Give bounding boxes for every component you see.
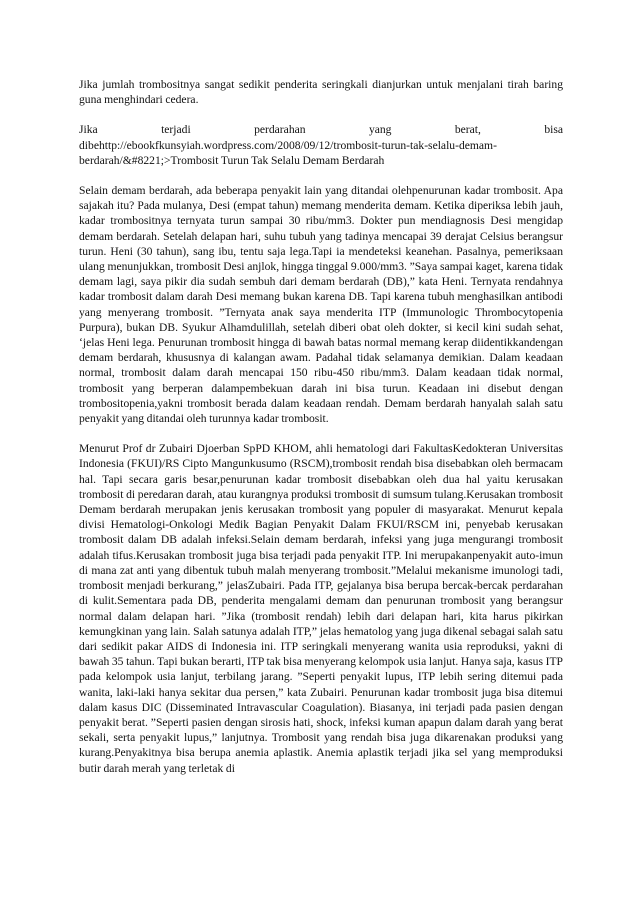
word: Jika	[79, 123, 98, 137]
word: terjadi	[161, 123, 191, 137]
word: yang	[368, 123, 392, 137]
source-title-line: berdarah/&#8221;>Trombosit Turun Tak Selalu Demam Berdarah	[79, 153, 385, 167]
paragraph-desi-case: Selain demam berdarah, ada beberapa penyakit lain yang ditandai olehpenurunan kadar trombosit. Apa sajakah itu? Pada mulanya, Desi (empat tahun) memang menderita demam. Ketika diperiksa lebih jauh, kadar trombositnya ternyata turun sampai 30 ribu/mm3. Dokter pun mendiagnosis Desi mengidap demam berdarah. Setelah delapan hari, suhu tubuh yang tadinya mencapai 39 derajat Celsius berangsur turun. Heni (30 tahun), sang ibu, tentu saja lega.Tapi ia mendeteksi keanehan. Pasalnya, pemeriksaan ulang menunjukkan, trombosit Desi anjlok, hingga tinggal 9.000/mm3. ”Saya sampai kaget, karena tidak demam lagi, saya pikir dia sudah sembuh dari demam berdarah (DB),” kata Heni. Ternyata rendahnya kadar trombosit dalam darah Desi memang bukan karena DB. Tapi karena tubuh menghasilkan antibodi yang menyerang trombosit. ”Ternyata anak saya menderita ITP (Immunologic Thrombocytopenia Purpura), bukan DB. Syukur Alhamdulillah, setelah diberi obat oleh dokter, si kecil kini sudah sehat, ‘jelas Heni lega. Penurunan trombosit hingga di bawah batas normal memang kerap diidentikkandengan demam berdarah, khususnya di kalangan awam. Padahal tidak selamanya demikian. Dalam keadaan normal, trombosit dalam darah mencapai 150 ribu-450 ribu/mm3. Dalam keadaan tidak normal, trombosit yang berperan dalampembekuan darah ini bisa turun. Keadaan ini disebut dengan trombositopenia,yakni trombosit berada dalam keadaan rendah. Demam berdarah hanyalah salah satu penyakit yang ditandai oleh turunnya kadar trombosit.	[79, 184, 563, 426]
word: berat,	[454, 123, 481, 137]
paragraph-bed-rest: Jika jumlah trombositnya sangat sedikit penderita seringkali dianjurkan untuk menjalani tirah baring guna menghindari cedera.	[79, 78, 563, 107]
word: bisa	[544, 123, 563, 137]
source-url-line: dibehttp://ebookfkunsyiah.wordpress.com/2008/09/12/trombosit-turun-tak-selalu-demam-	[79, 138, 497, 152]
paragraph-link-reference	[79, 122, 563, 168]
word: perdarahan	[254, 123, 306, 137]
link-paragraph-first-line	[79, 122, 563, 137]
paragraph-zubairi-explanation: Menurut Prof dr Zubairi Djoerban SpPD KHOM, ahli hematologi dari FakultasKedokteran Universitas Indonesia (FKUI)/RS Cipto Mangunkusumo (RSCM),trombosit rendah bisa disebabkan oleh bermacam hal. Tapi secara garis besar,penurunan kadar trombosit disebabkan oleh dua hal yaitu kerusakan trombosit di peredaran darah, atau kurangnya produksi trombosit di sumsum tulang.Kerusakan trombosit Demam berdarah merupakan jenis kerusakan trombosit yang populer di masyarakat. Menurut kepala divisi Hematologi-Onkologi Medik Bagian Penyakit Dalam FKUI/RSCM ini, penyebab kerusakan trombosit dalam DB adalah infeksi.Selain demam berdarah, infeksi yang juga mengurangi trombosit adalah tifus.Kerusakan trombosit juga bisa terjadi pada penyakit ITP. Ini merupakanpenyakit auto-imun di mana zat anti yang dibentuk tubuh malah menyerang trombosit.”Melalui mekanisme imunologi tadi, trombosit menjadi berkurang,” jelasZubairi. Pada ITP, gejalanya bisa berupa bercak-bercak perdarahan di kulit.Sementara pada DB, penderita mengalami demam dan penurunan trombosit yang berangsur normal dalam delapan hari. ”Jika (trombosit rendah) lebih dari delapan hari, kita harus pikirkan kemungkinan yang lain. Salah satunya adalah ITP,” jelas hematolog yang juga dikenal sebagai salah satu dari sedikit pakar AIDS di Indonesia ini. ITP seringkali menyerang wanita usia reproduksi, yakni di bawah 35 tahun. Tapi bukan berarti, ITP tak bisa menyerang kelompok usia lanjut. Hanya saja, kasus ITP pada kelompok usia lanjut, terbilang jarang. ”Seperti penyakit lupus, ITP lebih sering ditemui pada wanita, laki-laki hanya sekitar dua persen,” kata Zubairi. Penurunan kadar trombosit juga bisa ditemui dalam kasus DIC (Disseminated Intravascular Coagulation). Biasanya, ini terjadi pada pasien dengan penyakit berat. ”Seperti pasien dengan sirosis hati, shock, infeksi kuman apapun dalam darah yang berat sekali, serta penyakit lupus,” lanjutnya. Trombosit yang rendah bisa juga dikarenakan produksi yang kurang.Penyakitnya bisa berupa anemia aplastik. Anemia aplastik terjadi jika sel yang memproduksi butir darah merah yang terletak di	[79, 442, 563, 775]
